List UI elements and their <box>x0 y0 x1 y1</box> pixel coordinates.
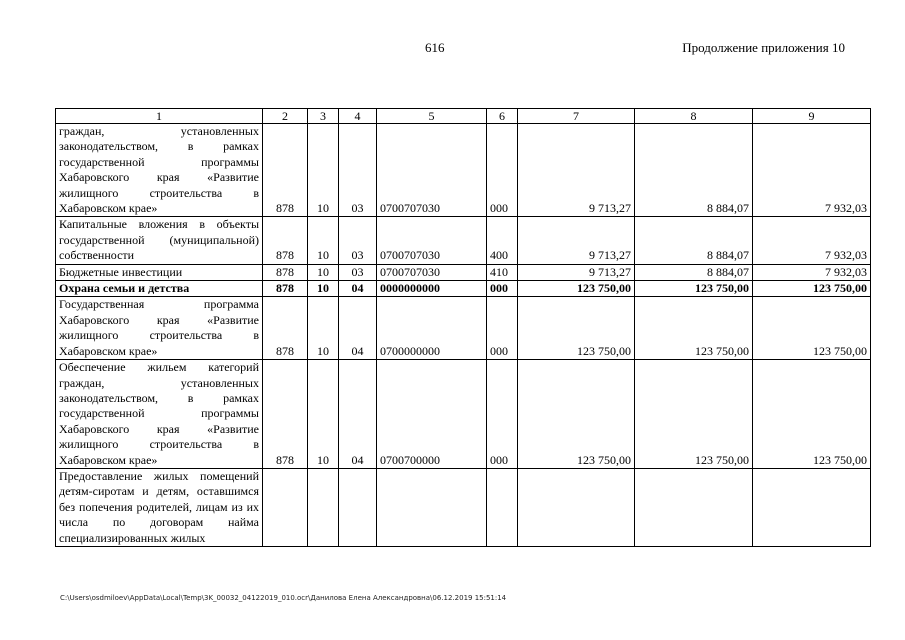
row-name-cell: Предоставление жилых помещений детям-сиротам и детям, оставшимся без попечения родителей, лицам из их числа по договорам найма специализированных жилых <box>56 468 263 546</box>
table-cell <box>753 468 871 546</box>
table-cell: 123 750,00 <box>753 360 871 469</box>
table-cell: 7 932,03 <box>753 217 871 264</box>
table-cell: 000 <box>487 297 518 360</box>
table-cell <box>518 468 635 546</box>
column-header: 5 <box>377 109 487 124</box>
table-cell: 8 884,07 <box>635 124 753 217</box>
file-path-footer: C:\Users\osdmiloev\AppData\Local\Temp\3K_00032_04122019_010.ocr\Данилова Елена Александровна\06.12.2019 15:51:14 <box>60 594 507 602</box>
table-cell: 878 <box>263 297 308 360</box>
table-cell: 878 <box>263 217 308 264</box>
table-cell: 878 <box>263 124 308 217</box>
table-row <box>56 281 871 297</box>
column-header: 7 <box>518 109 635 124</box>
table-cell: 0700707030 <box>377 264 487 280</box>
row-name-cell: Капитальные вложения в объекты государственной (муниципальной) собственности <box>56 217 263 264</box>
table-cell: 8 884,07 <box>635 264 753 280</box>
table-row <box>56 217 871 264</box>
table-cell: 03 <box>339 124 377 217</box>
page-number: 616 <box>425 40 445 55</box>
row-name-cell: Государственная программа Хабаровского края «Развитие жилищного строительства в Хабаровском крае» <box>56 297 263 360</box>
table-cell: 123 750,00 <box>753 297 871 360</box>
table-cell: 04 <box>339 360 377 469</box>
table-cell: 10 <box>308 217 339 264</box>
table-cell: 10 <box>308 264 339 280</box>
table-cell: 9 713,27 <box>518 264 635 280</box>
budget-table <box>55 108 871 547</box>
table-cell: 7 932,03 <box>753 264 871 280</box>
row-name-cell: Охрана семьи и детства <box>56 281 263 297</box>
table-cell: 123 750,00 <box>518 281 635 297</box>
table-cell: 04 <box>339 281 377 297</box>
table-row <box>56 124 871 217</box>
table-row <box>56 297 871 360</box>
table-cell <box>339 468 377 546</box>
table-cell: 000 <box>487 124 518 217</box>
row-name-cell: граждан, установленных законодательством, в рамках государственной программы Хабаровского края «Развитие жилищного строительства в Хабаровском крае» <box>56 124 263 217</box>
table-cell: 03 <box>339 264 377 280</box>
table-cell <box>635 468 753 546</box>
table-cell: 03 <box>339 217 377 264</box>
table-row <box>56 360 871 469</box>
table-row <box>56 468 871 546</box>
column-number-row <box>56 109 871 124</box>
table-cell: 0700000000 <box>377 297 487 360</box>
table-cell: 8 884,07 <box>635 217 753 264</box>
column-header: 8 <box>635 109 753 124</box>
table-cell: 123 750,00 <box>635 297 753 360</box>
column-header: 4 <box>339 109 377 124</box>
table-cell: 10 <box>308 281 339 297</box>
table-cell: 123 750,00 <box>518 297 635 360</box>
table-cell: 10 <box>308 124 339 217</box>
row-name-cell: Обеспечение жильем категорий граждан, установленных законодательством, в рамках государственной программы Хабаровского края «Развитие жилищного строительства в Хабаровском крае» <box>56 360 263 469</box>
table-cell: 878 <box>263 264 308 280</box>
table-cell: 400 <box>487 217 518 264</box>
table-cell: 123 750,00 <box>518 360 635 469</box>
table-cell: 878 <box>263 281 308 297</box>
table-cell: 9 713,27 <box>518 217 635 264</box>
table-cell: 04 <box>339 297 377 360</box>
table-cell: 9 713,27 <box>518 124 635 217</box>
table-cell: 0700707030 <box>377 124 487 217</box>
table-cell: 0000000000 <box>377 281 487 297</box>
table-cell <box>377 468 487 546</box>
column-header: 3 <box>308 109 339 124</box>
table-cell: 0700700000 <box>377 360 487 469</box>
column-header: 6 <box>487 109 518 124</box>
column-header: 9 <box>753 109 871 124</box>
table-cell: 000 <box>487 281 518 297</box>
table-cell: 878 <box>263 360 308 469</box>
table-row <box>56 264 871 280</box>
table-cell: 10 <box>308 297 339 360</box>
table-cell: 7 932,03 <box>753 124 871 217</box>
table-cell: 000 <box>487 360 518 469</box>
table-cell: 123 750,00 <box>753 281 871 297</box>
table-cell <box>308 468 339 546</box>
row-name-cell: Бюджетные инвестиции <box>56 264 263 280</box>
table-cell: 0700707030 <box>377 217 487 264</box>
table-cell <box>263 468 308 546</box>
table-cell: 123 750,00 <box>635 360 753 469</box>
column-header: 1 <box>56 109 263 124</box>
column-header: 2 <box>263 109 308 124</box>
table-cell: 410 <box>487 264 518 280</box>
appendix-continuation-label: Продолжение приложения 10 <box>682 40 845 55</box>
table-cell: 10 <box>308 360 339 469</box>
table-cell: 123 750,00 <box>635 281 753 297</box>
table-cell <box>487 468 518 546</box>
